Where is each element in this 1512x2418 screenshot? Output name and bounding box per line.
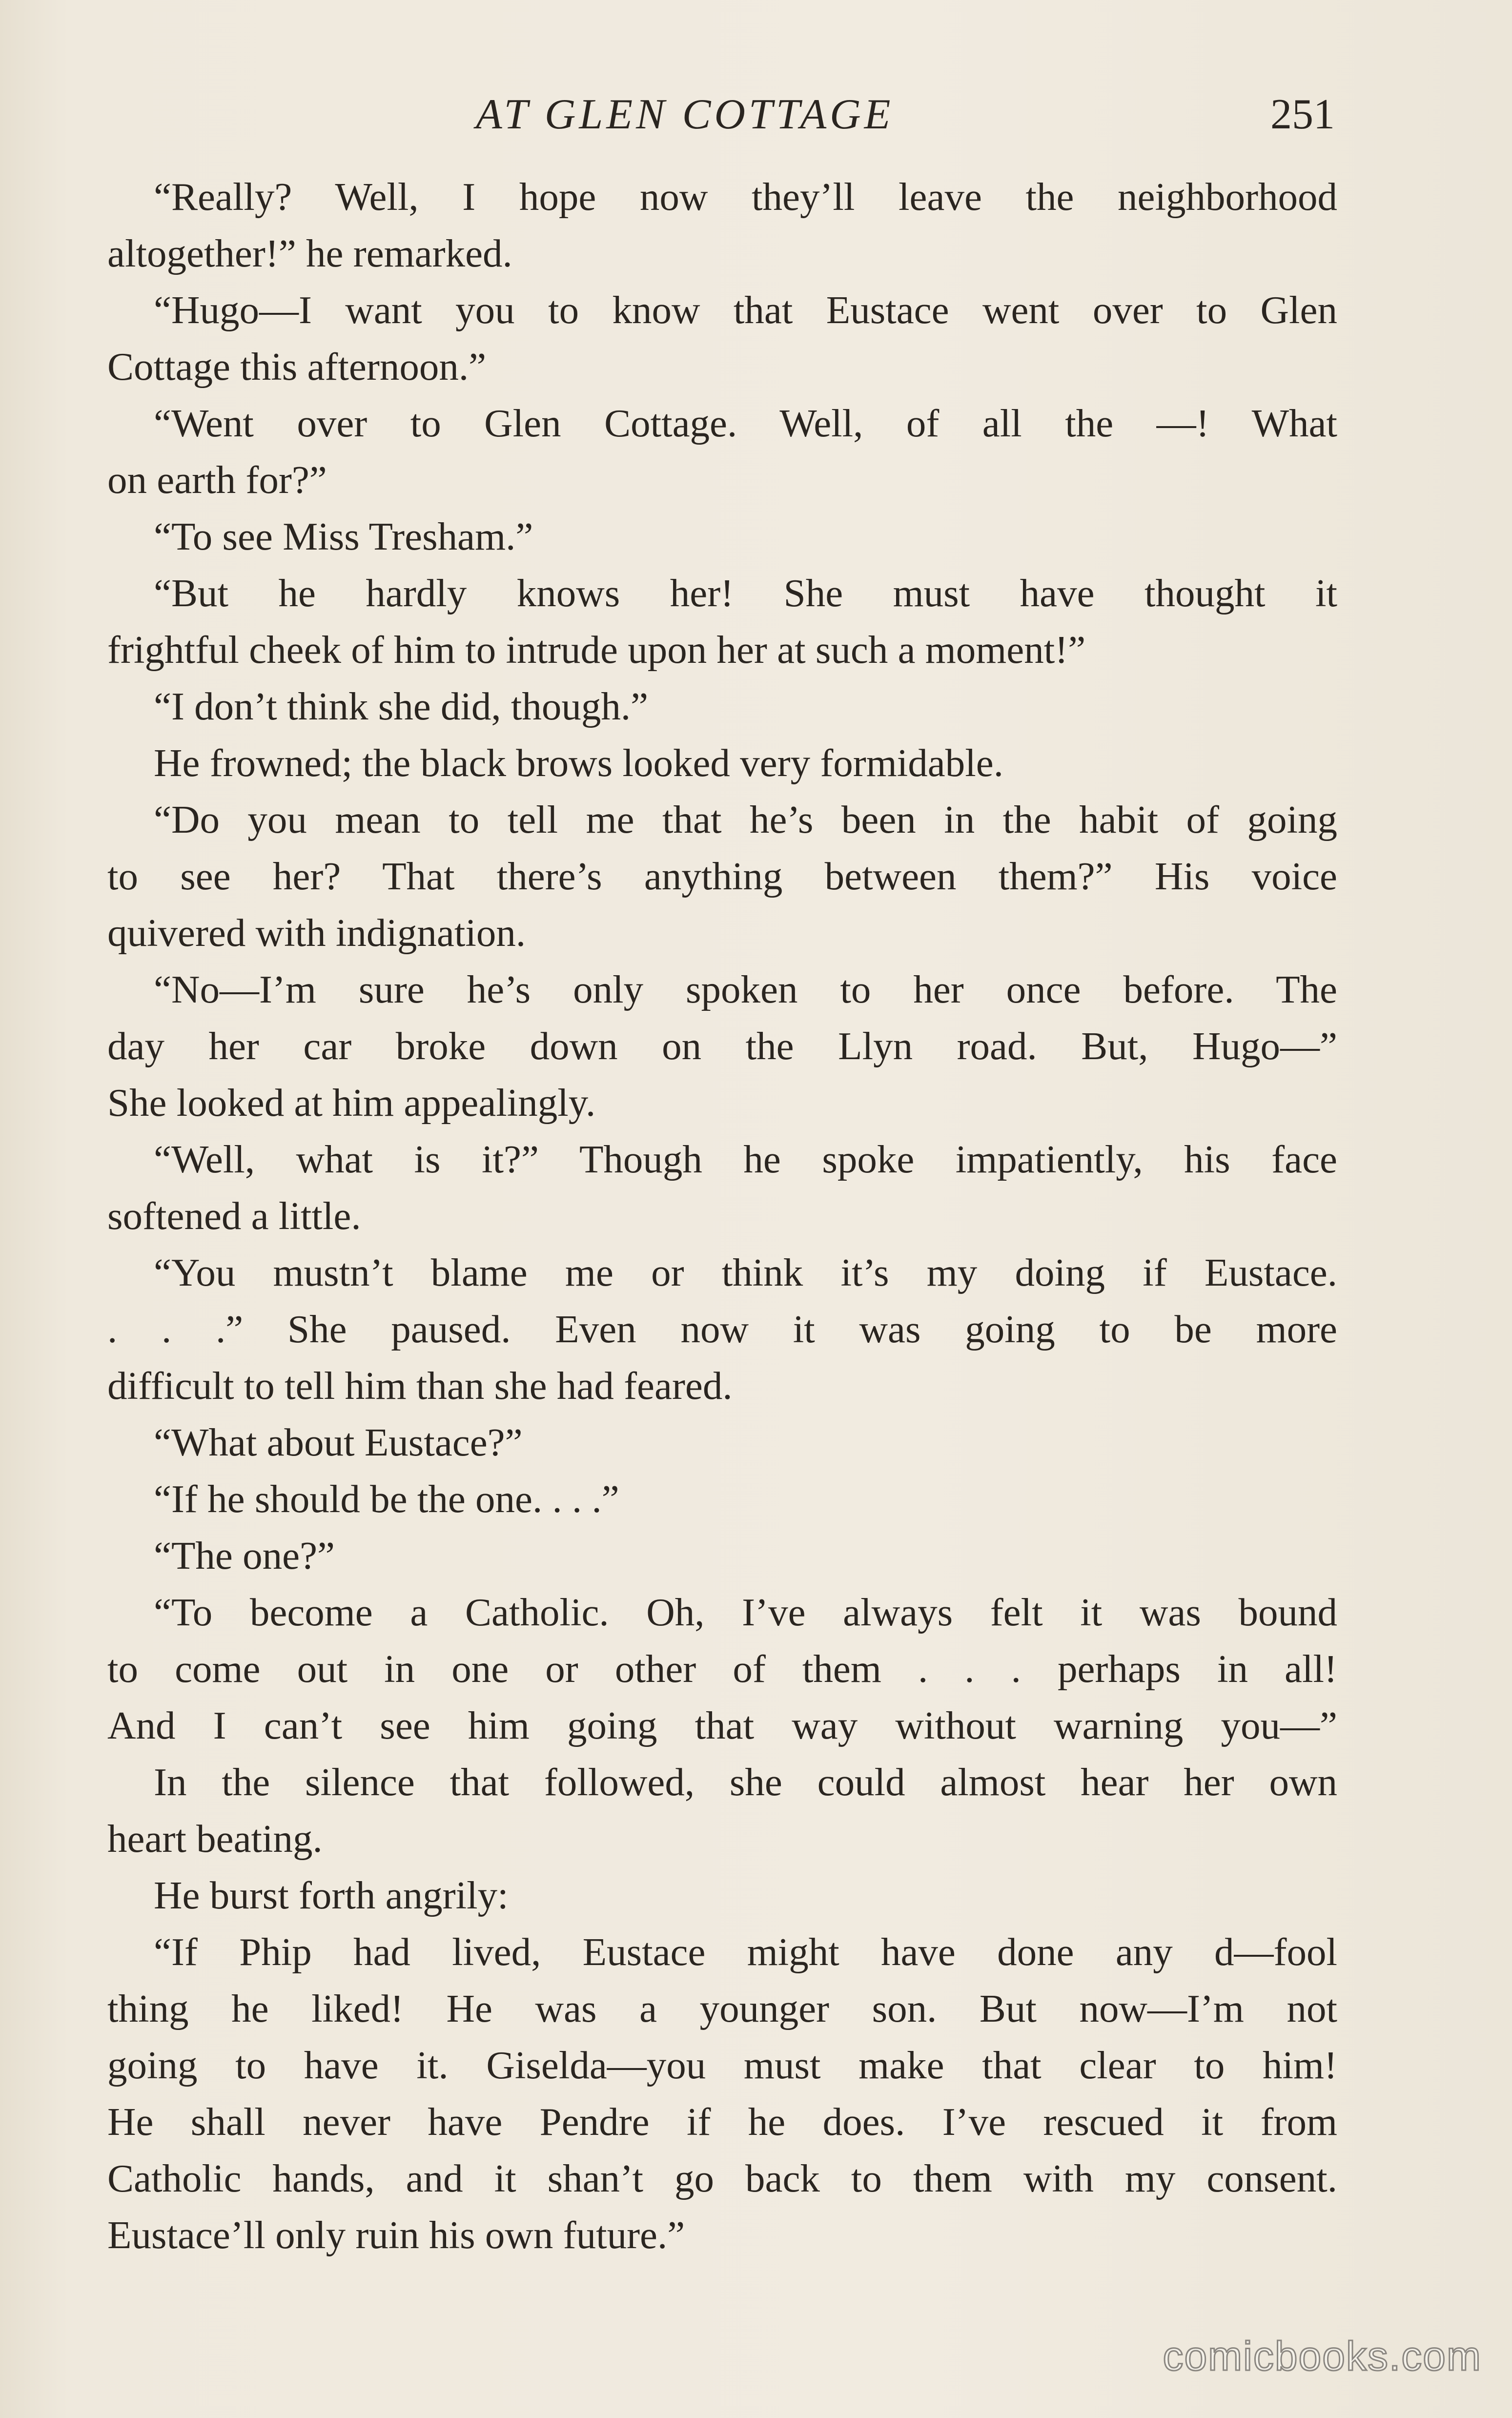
text-line: thing he liked! He was a younger son. But now—I’m not [107,1987,1337,2030]
text-line: Eustace’ll only ruin his own future.” [107,2213,685,2257]
text-line: “Well, what is it?” Though he spoke impatiently, his face [154,1137,1337,1181]
text-line: In the silence that followed, she could almost hear her own [154,1760,1337,1804]
text-line: “No—I’m sure he’s only spoken to her once before. The [154,967,1337,1011]
text-line: going to have it. Giselda—you must make that clear to him! [107,2043,1337,2087]
text-line: on earth for?” [107,458,327,502]
text-line: to see her? That there’s anything between them?” His voice [107,854,1337,898]
text-line: “You mustn’t blame me or think it’s my doing if Eustace. [154,1250,1337,1294]
text-line: frightful cheek of him to intrude upon her at such a moment!” [107,628,1086,672]
text-line: He frowned; the black brows looked very formidable. [154,741,1003,785]
text-line: “To see Miss Tresham.” [154,514,533,558]
text-line: softened a little. [107,1194,361,1238]
text-line: “Do you mean to tell me that he’s been in the habit of going [154,798,1337,841]
text-line: “Really? Well, I hope now they’ll leave the neighborhood [154,175,1337,219]
text-line: “If Phip had lived, Eustace might have done any d—fool [154,1930,1337,1974]
text-line: to come out in one or other of them . . . perhaps in all! [107,1647,1337,1691]
text-line: “I don’t think she did, though.” [154,684,649,728]
text-line: Cottage this afternoon.” [107,345,487,389]
text-line: She looked at him appealingly. [107,1081,596,1125]
text-line: He burst forth angrily: [154,1873,509,1917]
text-line: “If he should be the one. . . .” [154,1477,619,1521]
page-number: 251 [1270,91,1335,138]
text-line: “Went over to Glen Cottage. Well, of all the —! What [154,401,1337,445]
running-head: AT GLEN COTTAGE [476,91,894,138]
text-line: Catholic hands, and it shan’t go back to them with my consent. [107,2156,1337,2200]
text-line: “What about Eustace?” [154,1420,523,1464]
text-line: altogether!” he remarked. [107,231,512,275]
text-line: difficult to tell him than she had feared. [107,1364,733,1408]
text-line: day her car broke down on the Llyn road. But, Hugo—” [107,1024,1337,1068]
text-line: “The one?” [154,1534,335,1578]
text-line: And I can’t see him going that way without warning you—” [107,1703,1337,1747]
text-line: heart beating. [107,1817,323,1861]
text-line: He shall never have Pendre if he does. I’ve rescued it from [107,2100,1337,2144]
text-line: “But he hardly knows her! She must have thought it [154,571,1337,615]
page-header [105,85,1335,144]
text-line: “Hugo—I want you to know that Eustace went over to Glen [154,288,1337,332]
body-text [107,168,1337,2263]
text-line: . . .” She paused. Even now it was going to be more [107,1307,1337,1351]
watermark: comicbooks.com [1163,2333,1482,2379]
text-line: “To become a Catholic. Oh, I’ve always felt it was bound [154,1590,1337,1634]
text-line: quivered with indignation. [107,911,526,955]
